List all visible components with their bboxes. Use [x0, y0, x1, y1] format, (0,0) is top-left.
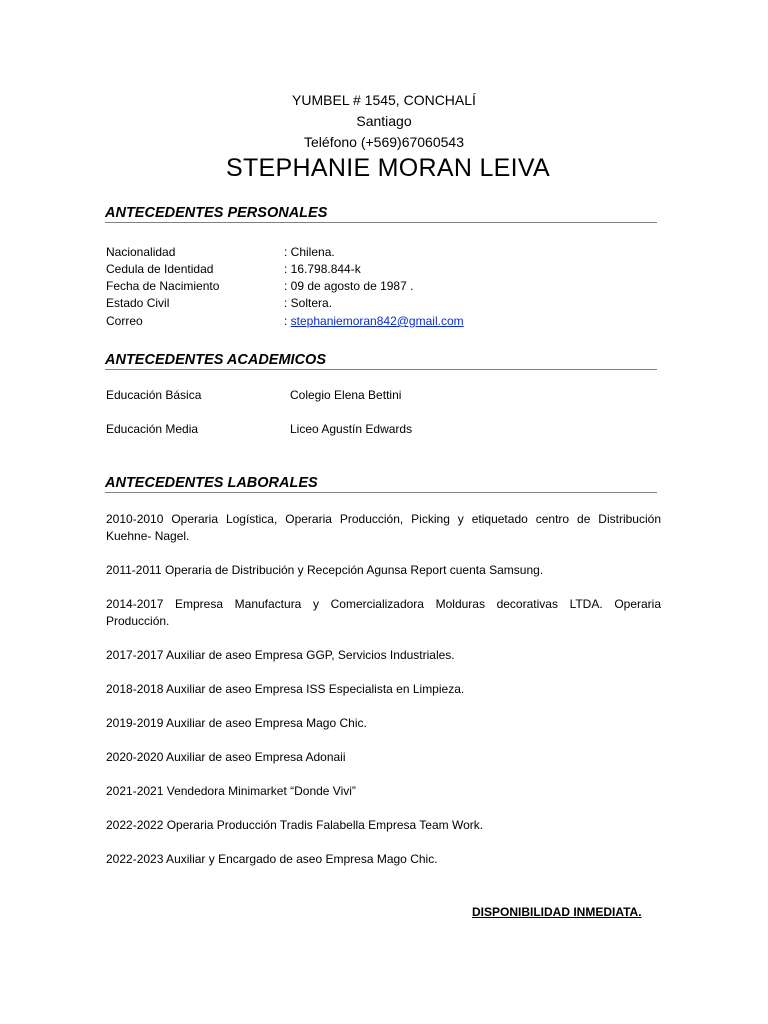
- phone-line: Teléfono (+569)67060543: [304, 134, 464, 150]
- section-academic-title: ANTECEDENTES ACADEMICOS: [105, 351, 657, 370]
- job-item: 2010-2010 Operaria Logística, Operaria Producción, Picking y etiquetado centro de Distribución Kuehne- Nagel.: [106, 512, 661, 543]
- email-label: Correo: [106, 314, 143, 328]
- job-item: 2022-2022 Operaria Producción Tradis Falabella Empresa Team Work.: [106, 818, 484, 832]
- civil-label: Estado Civil: [106, 296, 170, 310]
- edu-media-label: Educación Media: [106, 422, 199, 436]
- candidate-name: STEPHANIE MORAN LEIVA: [226, 154, 550, 182]
- id-value: : 16.798.844-k: [284, 262, 361, 276]
- job-item: 2011-2011 Operaria de Distribución y Recepción Agunsa Report cuenta Samsung.: [106, 563, 544, 577]
- civil-value: : Soltera.: [284, 296, 333, 310]
- nationality-label: Nacionalidad: [106, 245, 176, 259]
- email-link[interactable]: stephaniemoran842@gmail.com: [290, 314, 464, 328]
- city-line: Santiago: [356, 113, 412, 129]
- birth-label: Fecha de Nacimiento: [106, 279, 220, 293]
- section-personal-title: ANTECEDENTES PERSONALES: [105, 204, 657, 223]
- job-item: 2014-2017 Empresa Manufactura y Comercializadora Molduras decorativas LTDA. Operaria Producción.: [106, 597, 661, 628]
- job-item: 2017-2017 Auxiliar de aseo Empresa GGP, Servicios Industriales.: [106, 648, 455, 662]
- email-prefix: :: [284, 314, 291, 328]
- job-item: 2018-2018 Auxiliar de aseo Empresa ISS Especialista en Limpieza.: [106, 682, 465, 696]
- birth-value: : 09 de agosto de 1987 .: [284, 279, 414, 293]
- edu-basic-label: Educación Básica: [106, 388, 202, 402]
- availability-note: DISPONIBILIDAD INMEDIATA.: [472, 905, 642, 919]
- job-item: 2019-2019 Auxiliar de aseo Empresa Mago Chic.: [106, 716, 367, 730]
- edu-media-value: Liceo Agustín Edwards: [290, 422, 413, 436]
- edu-basic-value: Colegio Elena Bettini: [290, 388, 402, 402]
- id-label: Cedula de Identidad: [106, 262, 214, 276]
- section-work-title: ANTECEDENTES LABORALES: [105, 474, 657, 493]
- job-item: 2021-2021 Vendedora Minimarket “Donde Vivi”: [106, 784, 356, 798]
- job-item: 2020-2020 Auxiliar de aseo Empresa Adonaii: [106, 750, 346, 764]
- address-line: YUMBEL # 1545, CONCHALÍ: [292, 92, 476, 108]
- job-item: 2022-2023 Auxiliar y Encargado de aseo Empresa Mago Chic.: [106, 852, 438, 866]
- nationality-value: : Chilena.: [284, 245, 335, 259]
- email-value-row: [284, 313, 464, 330]
